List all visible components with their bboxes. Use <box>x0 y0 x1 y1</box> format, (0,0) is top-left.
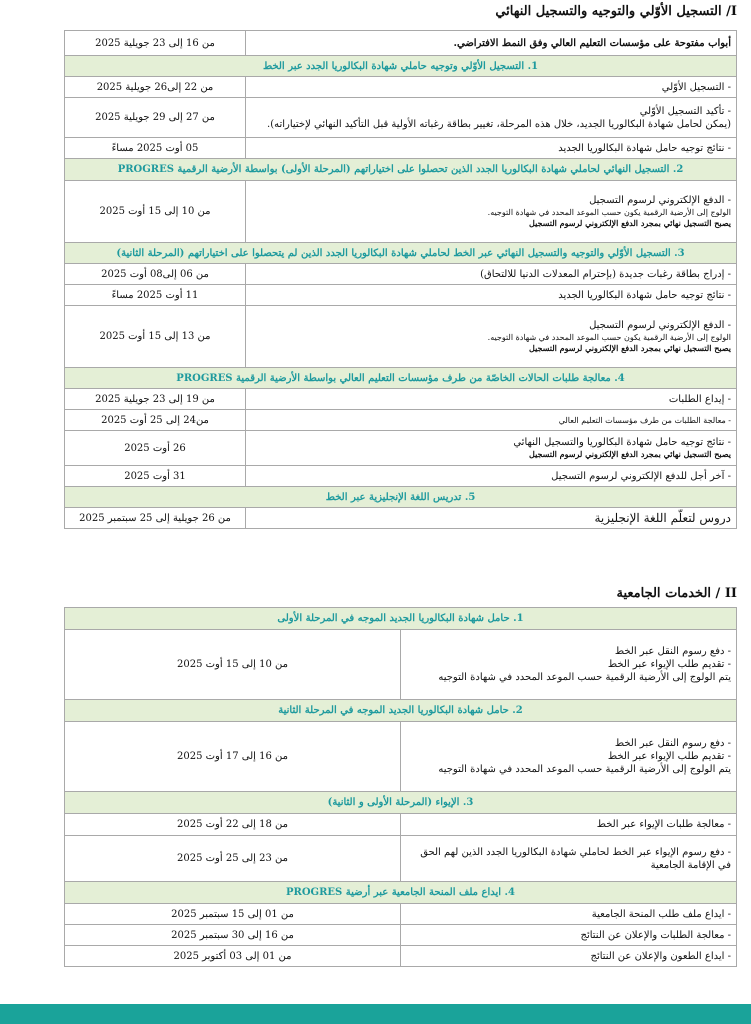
row-line: - الدفع الإلكتروني لرسوم التسجيل <box>589 320 731 331</box>
row-description <box>246 410 737 431</box>
row-line: - دفع رسوم النقل عبر الخط <box>614 738 731 749</box>
section-title: 4. ايداع ملف المنحة الجامعية عبر أرضية PROGRES <box>65 882 737 904</box>
row-date: من 16 إلى 30 سبتمبر 2025 <box>65 925 401 946</box>
university-services-table <box>64 607 737 967</box>
intro-date: من 16 إلى 23 جويلية 2025 <box>65 31 246 56</box>
row-description <box>401 904 737 925</box>
row-description <box>246 77 737 98</box>
row-date: من 10 إلى 15 أوت 2025 <box>65 181 246 243</box>
row-line: - ايداع الطعون والإعلان عن النتائج <box>590 950 731 962</box>
row-line: - إدراج بطاقة رغبات جديدة (بإحترام المعدلات الدنيا للالتحاق) <box>480 268 731 280</box>
row-line: - نتائج توجيه حامل شهادة البكالوريا الجديد <box>558 289 731 301</box>
intro-label: أبواب مفتوحة على مؤسسات التعليم العالي وفق النمط الافتراضي. <box>246 31 737 56</box>
section2-heading: II / الخدمات الجامعية <box>616 586 737 601</box>
section-title-row <box>65 700 737 722</box>
table-row <box>65 630 737 700</box>
table-row <box>65 181 737 243</box>
section-title-row <box>65 243 737 264</box>
table-row <box>65 138 737 159</box>
row-description <box>401 722 737 792</box>
row-big-line: دروس لتعلّم اللغة الإنجليزية <box>594 510 731 525</box>
section-title-row <box>65 487 737 508</box>
row-bold-note: يصبح التسجيل نهائي بمجرد الدفع الإلكتروني لرسوم التسجيل <box>529 449 731 459</box>
row-description <box>246 466 737 487</box>
row-line: - تقديم طلب الإيواء عبر الخط <box>607 751 731 762</box>
section-title: 1. التسجيل الأوّلي وتوجيه حاملي شهادة البكالوريا الجدد عبر الخط <box>65 56 737 77</box>
row-line: - الدفع الإلكتروني لرسوم التسجيل <box>589 195 731 206</box>
footer-bar <box>0 1004 751 1024</box>
intro-row <box>65 31 737 56</box>
row-note: الولوج إلى الأرضية الرقمية يكون حسب الموعد المحدد في شهادة التوجيه. <box>487 208 731 217</box>
row-bold-note: يصبح التسجيل نهائي بمجرد الدفع الإلكتروني لرسوم التسجيل <box>529 343 731 353</box>
row-description <box>246 431 737 466</box>
row-date: من 23 إلى 25 أوت 2025 <box>65 836 401 882</box>
row-date: من24 إلى 25 أوت 2025 <box>65 410 246 431</box>
table-row <box>65 508 737 529</box>
table-row <box>65 431 737 466</box>
row-description <box>246 98 737 138</box>
row-small-line: - معالجة الطلبات من طرف مؤسسات التعليم العالي <box>558 415 731 425</box>
section-title-row <box>65 792 737 814</box>
row-date: 26 أوت 2025 <box>65 431 246 466</box>
row-date: من 19 إلى 23 جويلية 2025 <box>65 389 246 410</box>
row-date: 31 أوت 2025 <box>65 466 246 487</box>
table-row <box>65 925 737 946</box>
table-row <box>65 285 737 306</box>
table-row <box>65 904 737 925</box>
row-line: - معالجة الطلبات والإعلان عن النتائج <box>580 929 731 941</box>
row-description <box>246 389 737 410</box>
row-date: من 27 إلى 29 جويلية 2025 <box>65 98 246 138</box>
table-row <box>65 77 737 98</box>
row-description <box>246 138 737 159</box>
row-description <box>401 814 737 836</box>
row-date: من 10 إلى 15 أوت 2025 <box>65 630 401 700</box>
section1-heading: I/ التسجيل الأوّلي والتوجيه والتسجيل النهائي <box>495 4 737 19</box>
row-description <box>246 306 737 368</box>
row-line: - آخر أجل للدفع الإلكتروني لرسوم التسجيل <box>551 470 731 482</box>
section-title-row <box>65 159 737 181</box>
row-line: - تقديم طلب الإيواء عبر الخط <box>607 659 731 670</box>
section-title-row <box>65 882 737 904</box>
section-title: 2. حامل شهادة البكالوريا الجديد الموجه في المرحلة الثانية <box>65 700 737 722</box>
section-title: 1. حامل شهادة البكالوريا الجديد الموجه في المرحلة الأولى <box>65 608 737 630</box>
row-line: - دفع رسوم النقل عبر الخط <box>614 646 731 657</box>
row-description <box>401 836 737 882</box>
section-title-row <box>65 368 737 389</box>
row-line: - نتائج توجيه حامل شهادة البكالوريا الجديد <box>558 142 731 154</box>
table-row <box>65 98 737 138</box>
table-row <box>65 814 737 836</box>
table-row <box>65 306 737 368</box>
section-title: 2. التسجيل النهائي لحاملي شهادة البكالوريا الجدد الذين تحصلوا على اختياراتهم (المرحلة الأولى) بواسطة الأرضية الرقمية PROGRES <box>65 159 737 181</box>
table-row <box>65 410 737 431</box>
section-title: 5. تدريس اللغة الإنجليزية عبر الخط <box>65 487 737 508</box>
section-title: 4. معالجة طلبات الحالات الخاصّة من طرف مؤسسات التعليم العالي بواسطة الأرضية الرقمية PROGRES <box>65 368 737 389</box>
section-title: 3. التسجيل الأوّلي والتوجيه والتسجيل النهائي عبر الخط لحاملي شهادة البكالوريا الجدد الذين لم يتحصلوا على اختياراتهم (المرحلة الثانية) <box>65 243 737 264</box>
row-bold-note: يصبح التسجيل نهائي بمجرد الدفع الإلكتروني لرسوم التسجيل <box>529 218 731 228</box>
section-title-row <box>65 608 737 630</box>
row-description <box>246 508 737 529</box>
row-description <box>246 181 737 243</box>
row-description <box>246 264 737 285</box>
row-date: من 18 إلى 22 أوت 2025 <box>65 814 401 836</box>
table-row <box>65 722 737 792</box>
row-line: - نتائج توجيه حامل شهادة البكالوريا والتسجيل النهائي <box>513 437 731 448</box>
row-date: من 26 جويلية إلى 25 سبتمبر 2025 <box>65 508 246 529</box>
row-line: - التسجيل الأوّلي <box>661 81 731 93</box>
row-line: - إيداع الطلبات <box>668 393 731 405</box>
row-line: يتم الولوج إلى الأرضية الرقمية حسب الموعد المحدد في شهادة التوجيه <box>438 764 731 775</box>
row-note: الولوج إلى الأرضية الرقمية يكون حسب الموعد المحدد في شهادة التوجيه. <box>487 333 731 342</box>
row-date: من 22 إلى26 جويلية 2025 <box>65 77 246 98</box>
row-line: يتم الولوج إلى الأرضية الرقمية حسب الموعد المحدد في شهادة التوجيه <box>438 672 731 683</box>
table-row <box>65 389 737 410</box>
row-date: من 01 إلى 03 أكتوبر 2025 <box>65 946 401 967</box>
row-date: 05 أوت 2025 مساءً <box>65 138 246 159</box>
row-description <box>401 946 737 967</box>
row-description <box>401 630 737 700</box>
row-description <box>401 925 737 946</box>
table-row <box>65 264 737 285</box>
row-date: من 06 إلى08 أوت 2025 <box>65 264 246 285</box>
row-date: من 13 إلى 15 أوت 2025 <box>65 306 246 368</box>
row-line: - تأكيد التسجيل الأوّلي <box>639 105 731 117</box>
table-row <box>65 946 737 967</box>
table-row <box>65 836 737 882</box>
row-description <box>246 285 737 306</box>
row-date: 11 أوت 2025 مساءً <box>65 285 246 306</box>
registration-schedule-table <box>64 30 737 529</box>
row-date: من 16 إلى 17 أوت 2025 <box>65 722 401 792</box>
row-line: - دفع رسوم الإيواء عبر الخط لحاملي شهادة البكالوريا الجدد الذين لهم الحق في الإقامة الجامعية <box>420 846 731 871</box>
row-line: (يمكن لحامل شهادة البكالوريا الجديد، خلال هذه المرحلة، تغيير بطاقة رغباته الأولية قبل التأكيد النهائي لإختياراته). <box>267 118 731 130</box>
table-row <box>65 466 737 487</box>
row-line: - ايداع ملف طلب المنحة الجامعية <box>591 908 731 920</box>
row-date: من 01 إلى 15 سبتمبر 2025 <box>65 904 401 925</box>
row-line: - معالجة طلبات الإيواء عبر الخط <box>596 819 731 830</box>
section-title: 3. الإيواء (المرحلة الأولى و الثانية) <box>65 792 737 814</box>
section-title-row <box>65 56 737 77</box>
